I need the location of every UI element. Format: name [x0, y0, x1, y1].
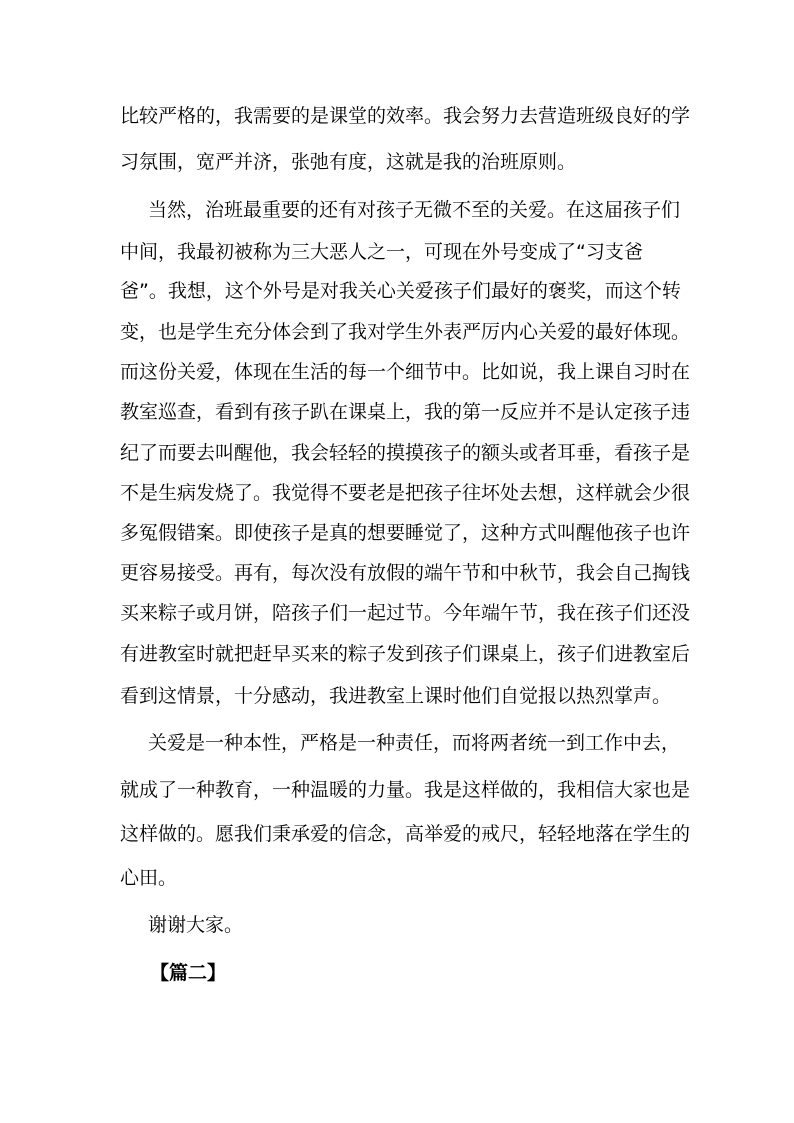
paragraph-line: 这样做的。愿我们秉承爱的信念，高举爱的戒尺，轻轻地落在学生的 [120, 823, 691, 845]
paragraph-line: 习氛围，宽严并济，张弛有度，这就是我的治班原则。 [120, 151, 577, 173]
paragraph-line: 有进教室时就把赶早买来的粽子发到孩子们课桌上，孩子们进教室后 [120, 643, 691, 665]
paragraph-line: 多冤假错案。即使孩子是真的想要睡觉了，这种方式叫醒他孩子也许 [120, 522, 691, 544]
paragraph-line: 变，也是学生充分体会到了我对学生外表严厉内心关爱的最好体现。 [120, 321, 691, 343]
paragraph-line: 心田。 [120, 867, 178, 889]
paragraph-line: 教室巡查，看到有孩子趴在课桌上，我的第一反应并不是认定孩子违 [120, 401, 691, 423]
paragraph-line: 关爱是一种本性，严格是一种责任，而将两者统一到工作中去， [148, 732, 681, 754]
paragraph-line: 纪了而要去叫醒他，我会轻轻的摸摸孩子的额头或者耳垂，看孩子是 [120, 442, 691, 464]
paragraph-line: 而这份关爱，体现在生活的每一个细节中。比如说，我上课自习时在 [120, 361, 691, 383]
paragraph-line: 不是生病发烧了。我觉得不要老是把孩子往坏处去想，这样就会少很 [120, 482, 691, 504]
paragraph-line: 当然，治班最重要的还有对孩子无微不至的关爱。在这届孩子们 [148, 199, 681, 221]
paragraph-line: 更容易接受。再有，每次没有放假的端午节和中秋节，我会自己掏钱 [120, 562, 691, 584]
paragraph-line: 中间，我最初被称为三大恶人之一，可现在外号变成了“习支爸 [120, 241, 643, 263]
paragraph-line: 爸”。我想，这个外号是对我关心关爱孩子们最好的褒奖，而这个转 [120, 280, 681, 302]
paragraph-line: 看到这情景，十分感动，我进教室上课时他们自觉报以热烈掌声。 [120, 685, 672, 707]
section-heading: 【篇二】 [150, 962, 227, 984]
paragraph-line: 谢谢大家。 [148, 914, 244, 936]
paragraph-line: 就成了一种教育，一种温暖的力量。我是这样做的，我相信大家也是 [120, 779, 691, 801]
paragraph-line: 买来粽子或月饼，陪孩子们一起过节。今年端午节，我在孩子们还没 [120, 602, 691, 624]
paragraph-line: 比较严格的，我需要的是课堂的效率。我会努力去营造班级良好的学 [120, 105, 691, 127]
